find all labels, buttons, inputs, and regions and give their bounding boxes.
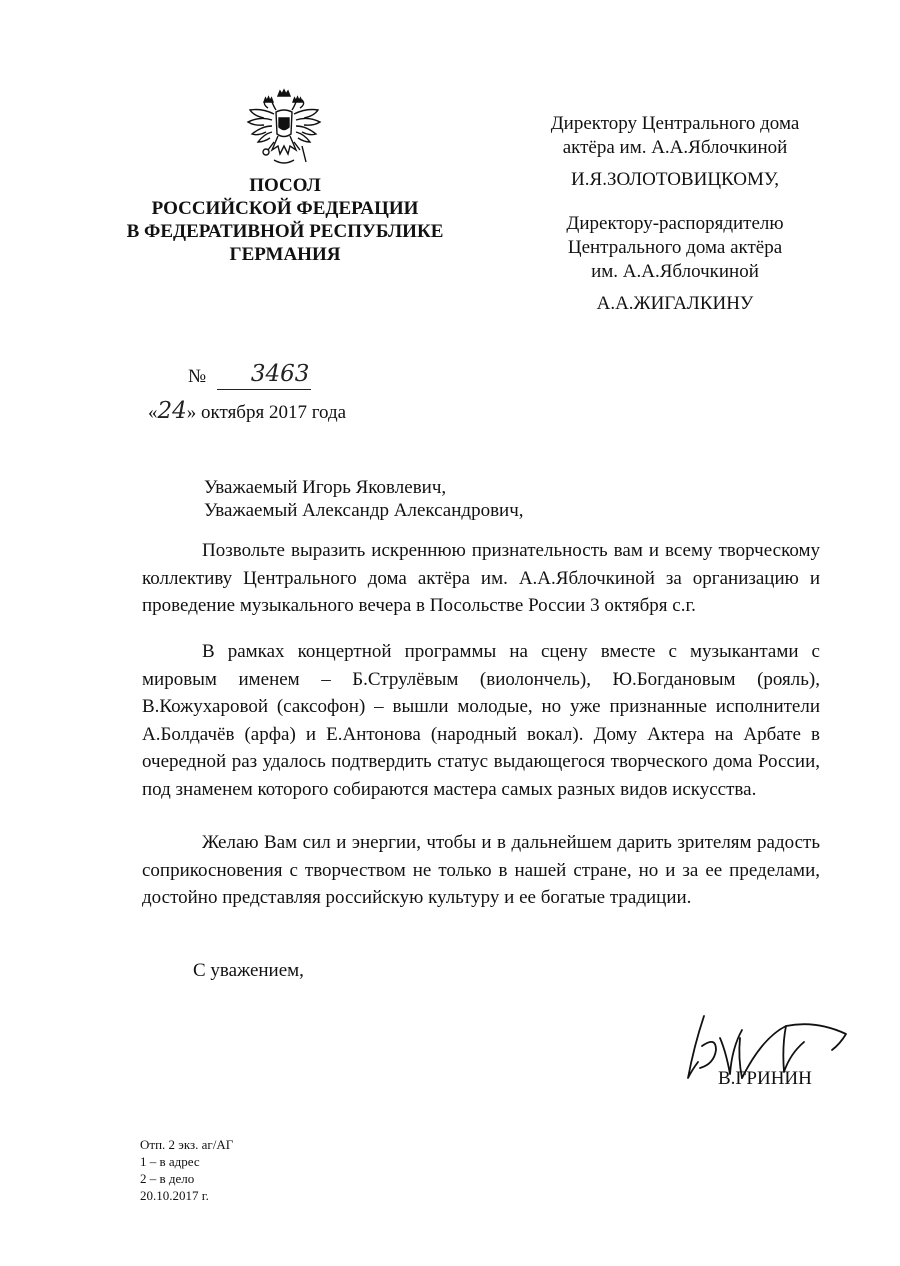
letter-date (148, 398, 346, 426)
closing-phrase: С уважением, (193, 960, 304, 981)
number-underline (217, 361, 311, 390)
registration-number (188, 361, 311, 390)
recipient-1-line-1: Директору Центрального дома (550, 113, 800, 134)
salutation-line-1: Уважаемый Игорь Яковлевич, (204, 477, 447, 498)
sender-title: ПОСОЛ (249, 175, 321, 196)
number-value: 3463 (250, 361, 310, 387)
recipient-2-line-3: им. А.А.Яблочкиной (591, 261, 759, 282)
recipient-1-position (520, 112, 830, 160)
sender-country: РОССИЙСКОЙ ФЕДЕРАЦИИ (151, 198, 419, 219)
footer-copy-1: 1 – в адрес (140, 1154, 200, 1169)
russian-coat-of-arms-icon (244, 86, 324, 174)
recipient-2-name: А.А.ЖИГАЛКИНУ (596, 293, 754, 314)
footer-copy-2: 2 – в дело (140, 1171, 195, 1186)
footer-date: 20.10.2017 г. (140, 1188, 209, 1203)
recipient-1-line-2: актёра им. А.А.Яблочкиной (562, 137, 788, 158)
footer-notes (140, 1136, 233, 1204)
salutation-line-2: Уважаемый Александр Александрович, (204, 500, 524, 521)
recipient-1-name: И.Я.ЗОЛОТОВИЦКОМУ, (571, 169, 779, 190)
date-quote-open: « (148, 402, 158, 423)
signatory-name: В.ГРИНИН (718, 1068, 812, 1089)
number-label: № (188, 366, 207, 387)
body-paragraph-2: В рамках концертной программы на сцену вместе с музыкантами с мировым именем – Б.Струлёвым (виолончель), Ю.Богдановым (рояль), В.Кожухаровой (саксофон) – вышли молодые, но уже признанные исполнители А.Болдачёв (арфа) и Е.Антонова (народный вокал). Дому Актера на Арбате в очередной раз удалось подтвердить статус выдающегося творческого дома России, под знаменем которого собираются мастера самых разных видов искусства. (142, 641, 820, 800)
sender-block (120, 174, 450, 266)
recipient-2-position (520, 212, 830, 284)
recipient-2-line-1: Директору-распорядителю (566, 213, 784, 234)
date-day: 24 (157, 398, 187, 424)
body-paragraph-3: Желаю Вам сил и энергии, чтобы и в дальнейшем дарить зрителям радость соприкосновения с творчеством не только в нашей стране, но и за ее пределами, достойно представляя российскую культуру и ее богатые традиции. (142, 832, 820, 908)
body-paragraph-1: Позвольте выразить искреннюю признательность вам и всему творческому коллективу Центрального дома актёра им. А.А.Яблочкиной за организацию и проведение музыкального вечера в Посольстве России 3 октября с.г. (142, 540, 820, 616)
recipient-2-line-2: Центрального дома актёра (567, 237, 783, 258)
handwritten-signature (680, 1008, 856, 1094)
date-quote-close: » (186, 402, 197, 423)
sender-host-country: ГЕРМАНИЯ (229, 244, 341, 265)
footer-copies: Отп. 2 экз. аг/АГ (140, 1137, 234, 1152)
date-month-year: октября 2017 года (196, 402, 347, 423)
sender-host-line: В ФЕДЕРАТИВНОЙ РЕСПУБЛИКЕ (126, 221, 444, 242)
